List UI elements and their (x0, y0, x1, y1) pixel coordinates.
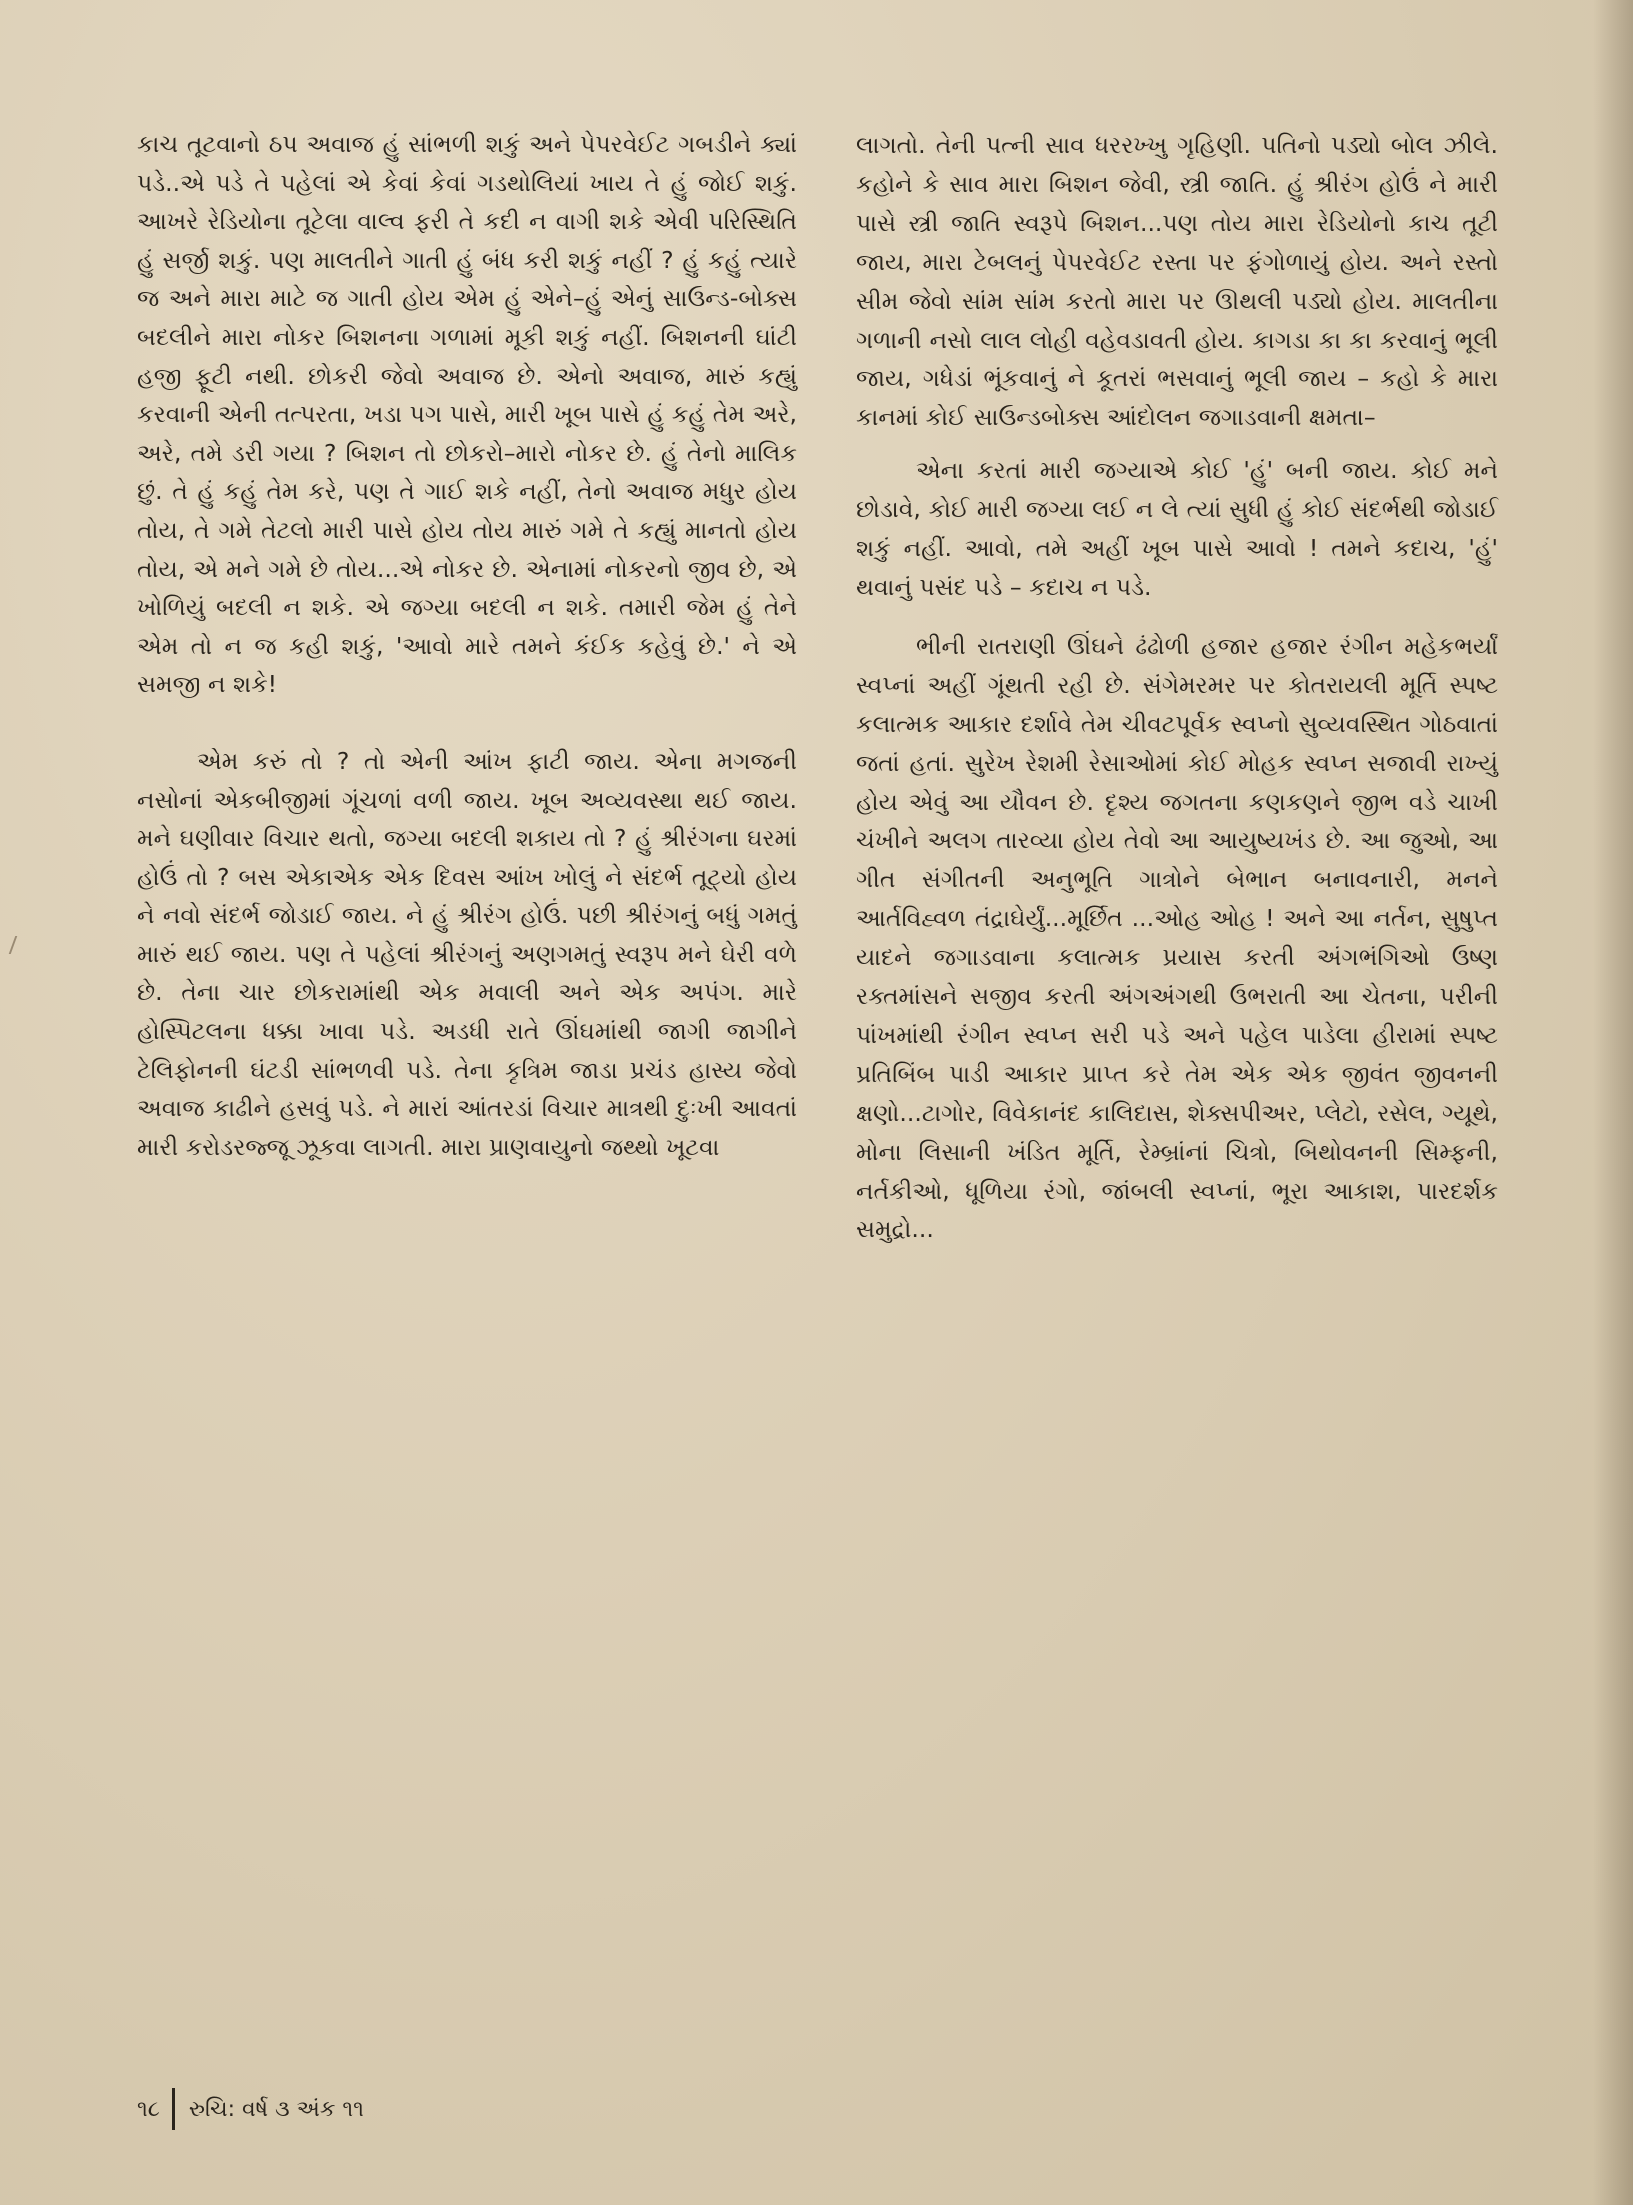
page-number: ૧૮ (137, 2096, 160, 2122)
publication-info: રુચિ: વર્ષ ૩ અંક ૧૧ (188, 2096, 364, 2122)
page-footer (137, 2090, 364, 2128)
right-paragraph-1: લાગતો. તેની પત્ની સાવ ધરરખ્ખુ ગૃહિણી. પતિનો પડ્યો બોલ ઝીલે. કહોને કે સાવ મારા બિશન જેવી, સ્ત્રી જાતિ. હું શ્રીરંગ હોઉં ને મારી પાસે સ્ત્રી જાતિ સ્વરૂપે બિશન...પણ તોય મારા રેડિયોનો કાચ તૂટી જાય, મારા ટેબલનું પેપરવેઈટ રસ્તા પર ફંગોળાયું હોય. અને રસ્તો સીમ જેવો સાંમ સાંમ કરતો મારા પર ઊથલી પડ્યો હોય. માલતીના ગળાની નસો લાલ લોહી વહેવડાવતી હોય. કાગડા કા કા કરવાનું ભૂલી જાય, ગધેડાં ભૂંકવાનું ને કૂતરાં ભસવાનું ભૂલી જાય – કહો કે મારા કાનમાં કોઈ સાઉન્ડબોક્સ આંદોલન જગાડવાની ક્ષમતા– (856, 131, 1498, 432)
left-paragraph-2: એમ કરું તો ? તો એની આંખ ફાટી જાય. એના મગજની નસોનાં એકબીજીમાં ગૂંચળાં વળી જાય. ખૂબ અવ્યવસ્થા થઈ જાય. મને ઘણીવાર વિચાર થતો, જગ્યા બદલી શકાય તો ? હું શ્રીરંગના ઘરમાં હોઉં તો ? બસ એકાએક એક દિવસ આંખ ખોલું ને સંદર્ભ તૂટ્યો હોય ને નવો સંદર્ભ જોડાઈ જાય. ને હું શ્રીરંગ હોઉં. પછી શ્રીરંગનું બધું ગમતું મારું થઈ જાય. પણ તે પહેલાં શ્રીરંગનું અણગમતું સ્વરૂપ મને ઘેરી વળે છે. તેના ચાર છોકરામાંથી એક મવાલી અને એક અપંગ. મારે હોસ્પિટલના ધક્કા ખાવા પડે. અડધી રાતે ઊંઘમાંથી જાગી જાગીને ટેલિફોનની ઘંટડી સાંભળવી પડે. તેના કૃત્રિમ જાડા પ્રચંડ હાસ્ય જેવો અવાજ કાઢીને હસવું પડે. ને મારાં આંતરડાં વિચાર માત્રથી દુઃખી આવતાં મારી કરોડરજ્જૂ ઝૂકવા લાગતી. મારા પ્રાણવાયુનો જથ્થો ખૂટવા (137, 746, 797, 1161)
left-paragraph-1: કાચ તૂટવાનો ઠપ અવાજ હું સાંભળી શકું અને પેપરવેઈટ ગબડીને ક્યાં પડે..એ પડે તે પહેલાં એ કેવાં કેવાં ગડથોલિયાં ખાય તે હું જોઈ શકું. આખરે રેડિયોના તૂટેલા વાલ્વ ફરી તે કદી ન વાગી શકે એવી પરિસ્થિતિ હું સર્જી શકું. પણ માલતીને ગાતી હું બંધ કરી શકું નહીં ? હું કહું ત્યારે જ અને મારા માટે જ ગાતી હોય એમ હું એને–હું એનું સાઉન્ડ-બોક્સ બદલીને મારા નોકર બિશનના ગળામાં મૂકી શકું નહીં. બિશનની ઘાંટી હજી ફૂટી નથી. છોકરી જેવો અવાજ છે. એનો અવાજ, મારું કહ્યું કરવાની એની તત્પરતા, ખડા પગ પાસે, મારી ખૂબ પાસે હું કહું તેમ અરે, અરે, તમે ડરી ગયા ? બિશન તો છોકરો–મારો નોકર છે. હું તેનો માલિક છું. તે હું કહું તેમ કરે, પણ તે ગાઈ શકે નહીં, તેનો અવાજ મધુર હોય તોય, તે ગમે તેટલો મારી પાસે હોય તોય મારું ગમે તે કહ્યું માનતો હોય તોય, એ મને ગમે છે તોય...એ નોકર છે. એનામાં નોકરનો જીવ છે, એ ખોળિયું બદલી ન શકે. એ જગ્યા બદલી ન શકે. તમારી જેમ હું તેને એમ તો ન જ કહી શકું, 'આવો મારે તમને કંઈક કહેવું છે.' ને એ સમજી ન શકે! (137, 130, 797, 699)
margin-mark (9, 936, 24, 954)
footer-divider (172, 2088, 175, 2130)
page-edge-shadow (1593, 0, 1633, 2205)
left-text-column (137, 125, 797, 1166)
right-paragraph-3: ભીની રાતરાણી ઊંઘને ઢંઢોળી હજાર હજાર રંગીન મહેકભર્યાં સ્વપ્નાં અહીં ગૂંથતી રહી છે. સંગેમરમર પર કોતરાયલી મૂર્તિ સ્પષ્ટ કલાત્મક આકાર દર્શાવે તેમ ચીવટપૂર્વક સ્વપ્નો સુવ્યવસ્થિત ગોઠવાતાં જતાં હતાં. સુરેખ રેશમી રેસાઓમાં કોઈ મોહક સ્વપ્ન સજાવી રાખ્યું હોય એવું આ યૌવન છે. દૃશ્ય જગતના કણકણને જીભ વડે ચાખી ચંખીને અલગ તારવ્યા હોય તેવો આ આયુષ્યખંડ છે. આ જુઓ, આ ગીત સંગીતની અનુભૂતિ ગાત્રોને બેભાન બનાવનારી, મનને આર્તવિહ્વળ તંદ્રાઘેર્યું...મૂર્છિત ...ઓહ ઓહ ! અને આ નર્તન, સુષુપ્ત યાદને જગાડવાના કલાત્મક પ્રયાસ કરતી અંગભંગિઓ ઉષ્ણ રક્તમાંસને સજીવ કરતી અંગઅંગથી ઉભરાતી આ ચેતના, પરીની પાંખમાંથી રંગીન સ્વપ્ન સરી પડે અને પહેલ પાડેલા હીરામાં સ્પષ્ટ પ્રતિબિંબ પાડી આકાર પ્રાપ્ત કરે તેમ એક એક જીવંત જીવનની ક્ષણો...ટાગોર, વિવેકાનંદ કાલિદાસ, શેક્સપીઅર, પ્લેટો, રસેલ, ગ્યૂથે, મોના લિસાની ખંડિત મૂર્તિ, રેમ્બ્રાંનાં ચિત્રો, બિથોવનની સિમ્ફની, નર્તકીઓ, ધૂળિયા રંગો, જાંબલી સ્વપ્નાં, ભૂરા આકાશ, પારદર્શક સમુદ્રો... (856, 631, 1498, 1244)
right-text-column (856, 126, 1498, 1249)
right-paragraph-2: એના કરતાં મારી જગ્યાએ કોઈ 'હું' બની જાય. કોઈ મને છોડાવે, કોઈ મારી જગ્યા લઈ ન લે ત્યાં સુધી હું કોઈ સંદર્ભથી જોડાઈ શકું નહીં. આવો, તમે અહીં ખૂબ પાસે આવો ! તમને કદાચ, 'હું' થવાનું પસંદ પડે – કદાચ ન પડે. (856, 456, 1498, 601)
